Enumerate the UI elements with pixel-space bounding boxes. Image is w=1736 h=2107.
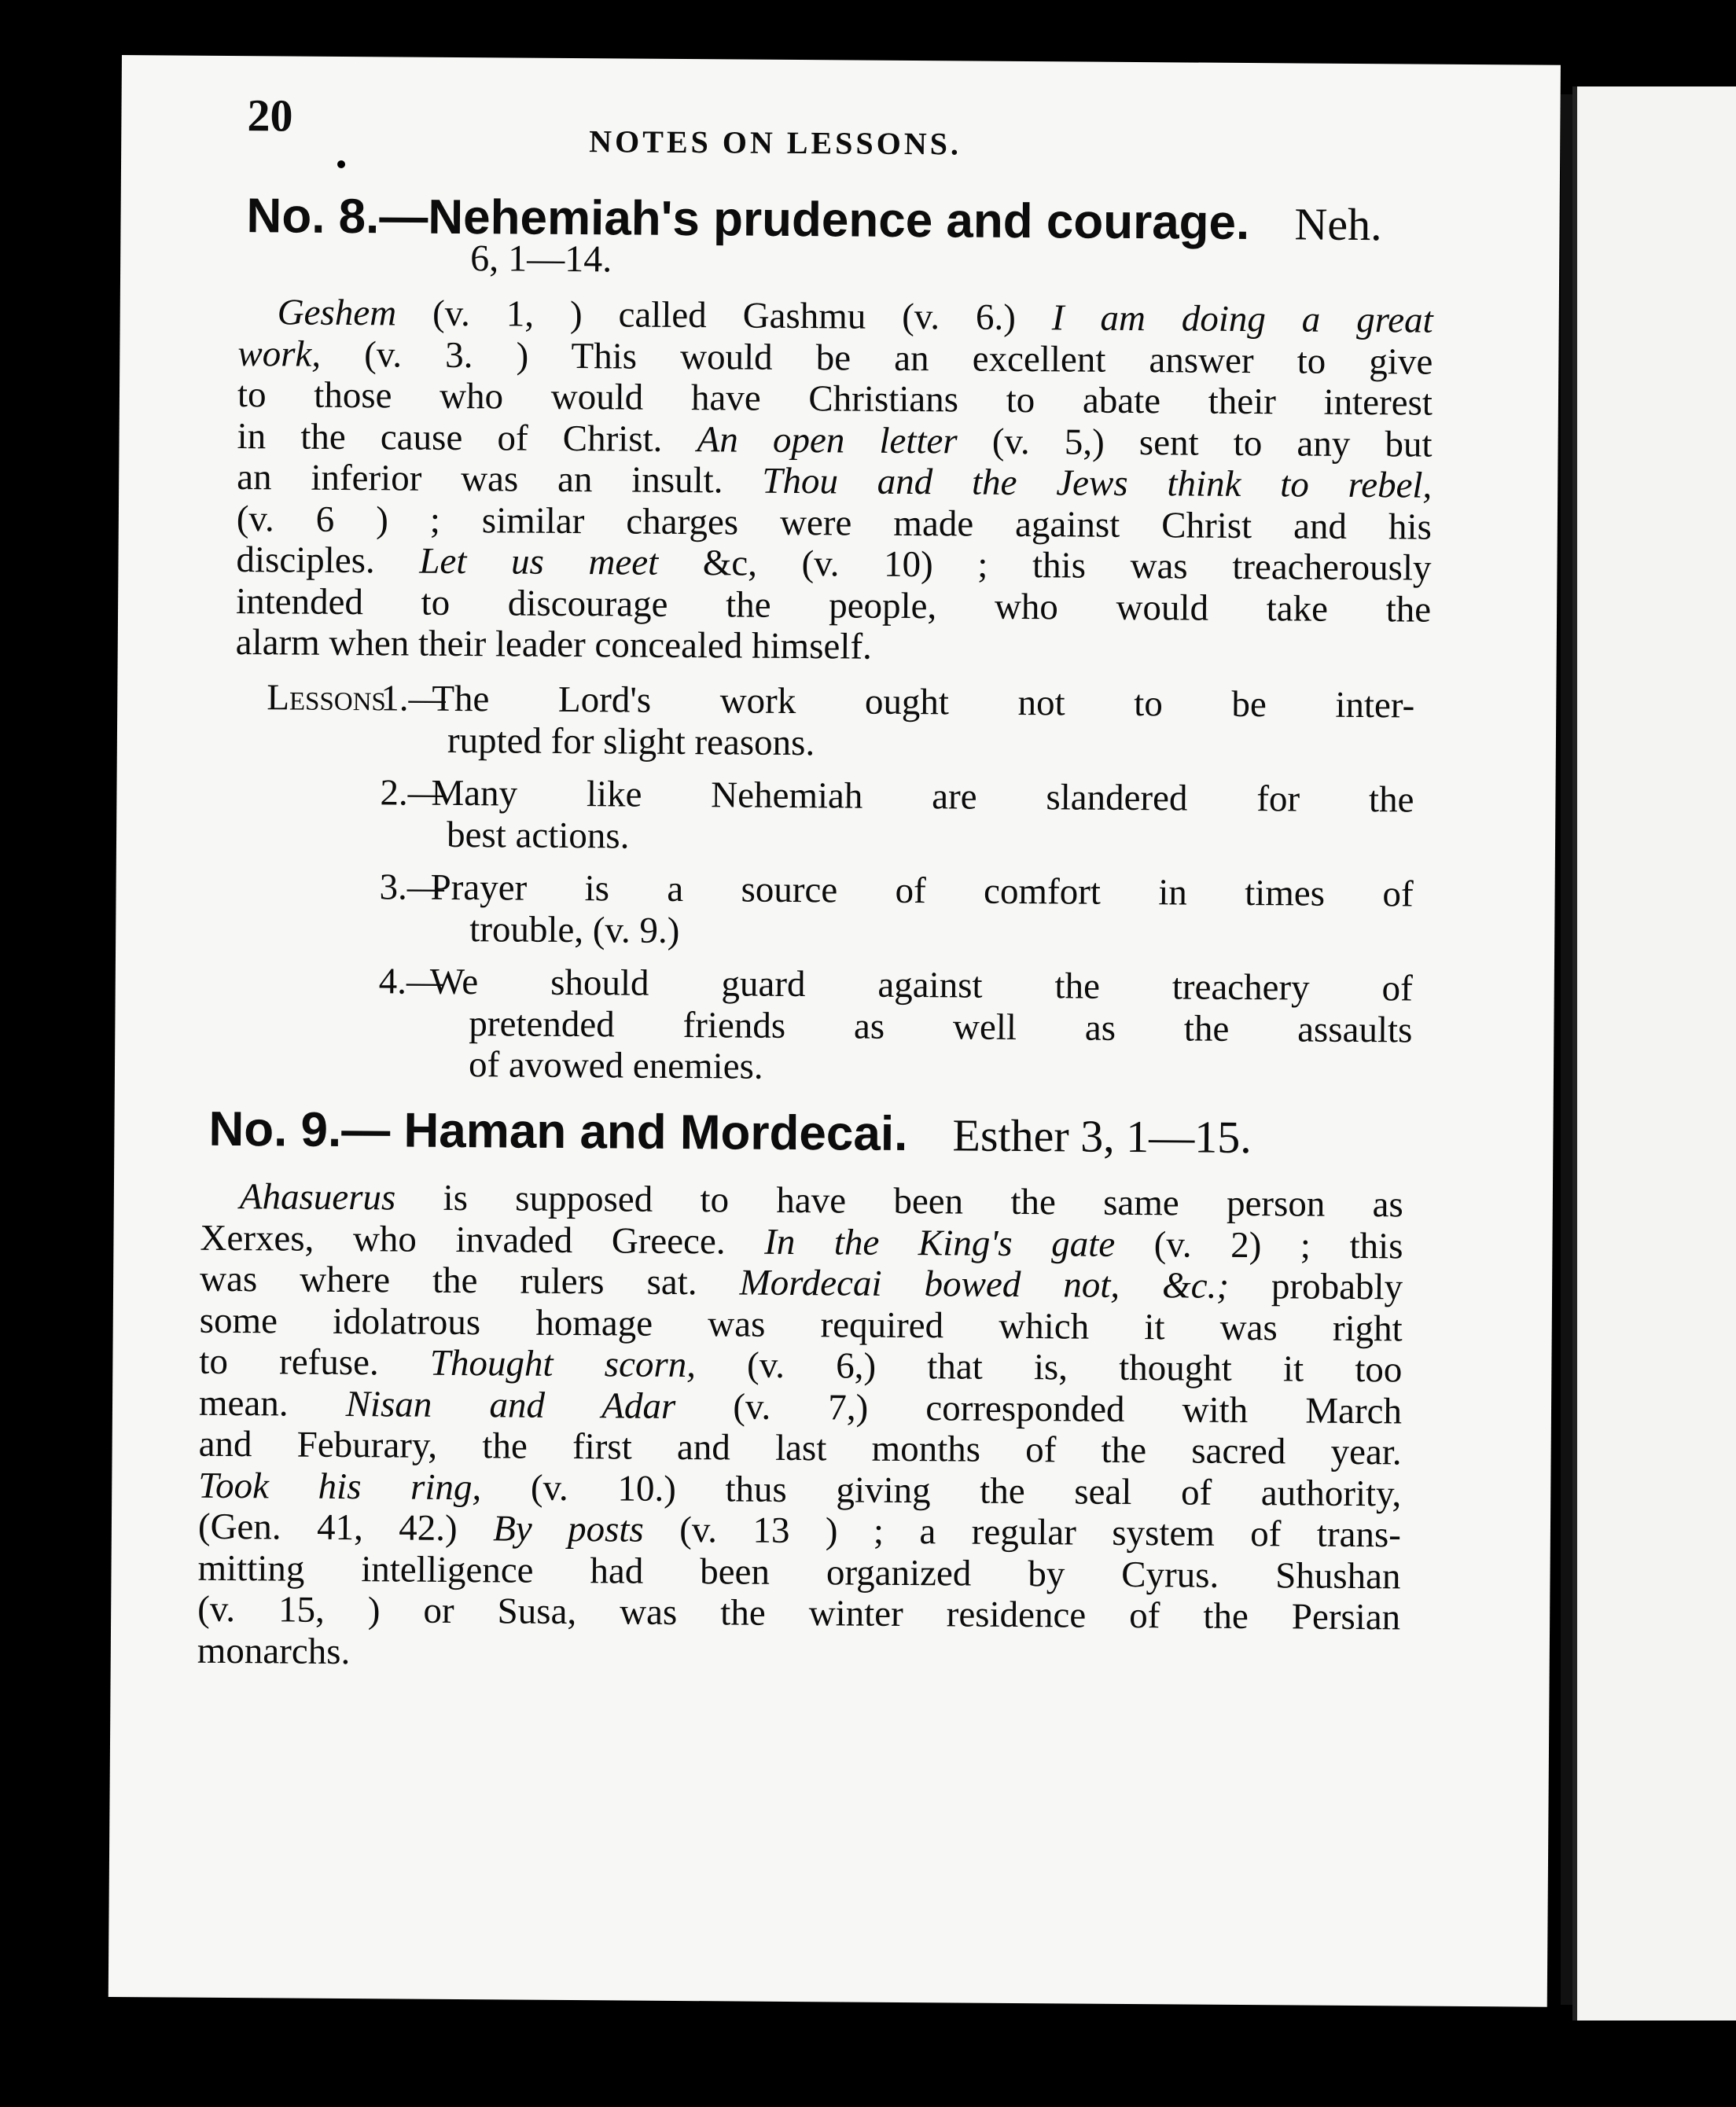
text-run: disciples.: [236, 539, 420, 582]
text-run: some idolatrous homage was required which it was right: [199, 1300, 1403, 1349]
running-head: NOTES ON LESSONS.: [589, 123, 962, 162]
text-run: (v. 10.) thus giving the seal of authority,: [481, 1466, 1402, 1514]
lesson-item: [430, 867, 1414, 957]
text-run: monarchs.: [197, 1630, 351, 1672]
italic-phrase: An open letter: [697, 418, 958, 461]
text-run: is supposed to have been the same person as: [395, 1177, 1404, 1226]
italic-phrase: Nisan and Adar: [345, 1383, 676, 1427]
lesson9-notes: [197, 1176, 1403, 1680]
text-run: alarm when their leader concealed himself.: [235, 622, 873, 667]
italic-phrase: work,: [237, 333, 322, 375]
text-run: and Feburary, the first and last months of the sacred year.: [198, 1423, 1402, 1473]
italic-phrase: Mordecai bowed not, &c.;: [739, 1262, 1230, 1307]
text-run: (Gen. 41, 42.): [197, 1506, 494, 1550]
text-run: to those who would have Christians to abate their interest: [237, 374, 1433, 424]
page-number: 20: [247, 90, 293, 142]
lesson-line: Prayer is a source of comfort in times of: [430, 866, 1414, 915]
text-run: intended to discourage the people, who would take the: [235, 580, 1432, 631]
text-run: mitting intelligence had been organized by Cyrus. Shushan: [197, 1547, 1401, 1597]
lesson-item: [432, 678, 1415, 768]
text-run: probably: [1228, 1265, 1403, 1308]
text-run: Xerxes, who invaded Greece.: [200, 1217, 765, 1263]
lesson-line: pretended friends as well as the assaults: [469, 1002, 1413, 1050]
text-run: (v. 13 ) ; a regular system of trans-: [643, 1509, 1402, 1556]
text-run: was where the rulers sat.: [199, 1258, 740, 1304]
text-run: (v. 15, ) or Susa, was the winter residence of the Persian: [197, 1588, 1401, 1638]
lesson8-title: Nehemiah's prudence and courage.: [428, 189, 1250, 251]
text-run: (v. 6,) that is, thought it too: [695, 1344, 1403, 1391]
italic-phrase: Ahasuerus: [239, 1176, 396, 1219]
italic-phrase: Geshem: [277, 292, 397, 334]
lesson-line: We should guard against the treachery of: [429, 961, 1413, 1009]
text-run: (v. 3. ) This would be an excellent answer to give: [320, 333, 1433, 383]
text-line: [236, 622, 1431, 671]
italic-phrase: Thou and the Jews think to rebel,: [762, 460, 1433, 506]
italic-phrase: Thought scorn,: [429, 1342, 697, 1386]
lesson8-heading: [246, 188, 1382, 252]
text-run: &c, (v. 10) ; this was treacherously: [658, 542, 1432, 589]
text-line: [197, 1630, 1400, 1679]
lesson9-number: No. 9.: [208, 1101, 342, 1157]
lesson-item: [429, 962, 1413, 1092]
facing-page-edge: [1572, 86, 1736, 2021]
text-run: mean.: [198, 1382, 346, 1425]
lesson8-ref-a: Neh.: [1294, 198, 1382, 251]
lessons-label: Lessons: [267, 677, 387, 719]
italic-phrase: Took his ring,: [198, 1465, 482, 1508]
lesson9-dash: —: [341, 1102, 391, 1158]
text-run: (v. 1, ) called Gashmu (v. 6.): [395, 292, 1053, 339]
text-run: (v. 7,) corresponded with March: [675, 1385, 1403, 1432]
italic-phrase: I am doing a great: [1051, 297, 1433, 341]
lesson8-ref-b: 6, 1—14.: [470, 237, 612, 281]
text-run: (v. 2) ; this: [1114, 1223, 1403, 1267]
lesson-number: 3.—: [379, 866, 445, 908]
lesson9-ref: Esther 3, 1—15.: [952, 1109, 1252, 1164]
text-line: [197, 1589, 1400, 1638]
text-run: to refuse.: [199, 1340, 431, 1384]
lesson-line: Many like Nehemiah are slandered for the: [431, 772, 1414, 821]
text-run: in the cause of Christ.: [237, 415, 697, 460]
italic-phrase: Let us meet: [419, 540, 659, 583]
italic-phrase: In the King's gate: [764, 1221, 1116, 1265]
italic-phrase: By posts: [492, 1508, 644, 1550]
lesson-number: 1.—: [381, 678, 446, 719]
lesson-line: The Lord's work ought not to be inter-: [432, 678, 1415, 726]
text-run: (v. 6 ) ; similar charges were made against Christ and his: [236, 498, 1433, 548]
ink-speck: [337, 160, 345, 168]
lesson-line: rupted for slight reasons.: [447, 719, 815, 763]
lesson-line: of avowed enemies.: [468, 1044, 763, 1087]
facing-page-fold: [1572, 86, 1577, 2021]
lesson9-heading: [208, 1101, 1252, 1164]
lesson8-number: No. 8.: [246, 189, 380, 245]
text-run: (v. 5,) sent to any but: [957, 420, 1433, 465]
text-run: an inferior was an insult.: [237, 457, 763, 502]
lesson-line: trouble, (v. 9.): [469, 908, 680, 951]
lesson9-title: Haman and Mordecai.: [403, 1103, 908, 1162]
lesson8-notes: [236, 292, 1433, 671]
book-page: [108, 55, 1561, 2007]
lesson8-dash: —: [379, 189, 428, 245]
lesson-line: best actions.: [446, 814, 630, 857]
lesson-item: [431, 773, 1414, 862]
lesson-number: 4.—: [378, 961, 444, 1002]
lesson-number: 2.—: [380, 772, 445, 814]
